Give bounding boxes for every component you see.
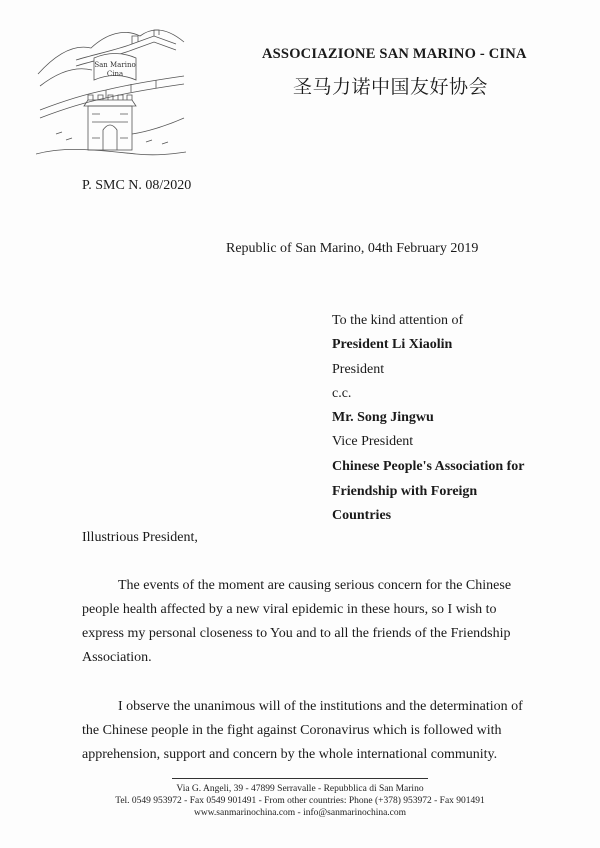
body-paragraph [82,695,540,767]
addressee-organization-line-2: Friendship with Foreign [332,484,478,499]
logo-text-top: San Marino [94,61,136,69]
logo-text-bottom: Cina [106,70,124,78]
paragraph-line: express my personal closeness to You and to all the friends of the Friendship [82,626,511,641]
paragraph-line: people health affected by a new viral epidemic in these hours, so I wish to [82,602,497,617]
paragraph-line: I observe the unanimous will of the institutions and the determination of [118,699,523,714]
organization-name-chinese: 圣马力诺中国友好协会 [293,76,489,98]
protocol-reference: P. SMC N. 08/2020 [82,178,192,193]
paragraph-line: The events of the moment are causing serious concern for the Chinese [118,578,512,593]
addressee-name: President Li Xiaolin [332,337,453,352]
great-wall-logo [36,14,186,162]
footer-web-email: www.sanmarinochina.com - info@sanmarinochina.com [193,808,407,818]
footer-divider [172,778,428,779]
cc-label: c.c. [332,386,352,401]
body-paragraph [82,574,540,670]
salutation: Illustrious President, [82,530,198,545]
addressee-title: President [332,362,385,377]
footer-address: Via G. Angeli, 39 - 47899 Serravalle - Repubblica di San Marino [176,784,424,794]
addressee-attention-line: To the kind attention of [332,313,464,328]
addressee-organization-line-3: Countries [332,508,392,523]
footer-phone-fax: Tel. 0549 953972 - Fax 0549 901491 - From other countries: Phone (+378) 953972 - Fax 901491 [115,796,485,806]
paragraph-line: Association. [82,650,152,665]
cc-name: Mr. Song Jingwu [332,410,434,425]
addressee-organization-line-1: Chinese People's Association for [332,459,525,474]
cc-title: Vice President [332,434,414,449]
paragraph-line: the Chinese people in the fight against Coronavirus which is followed with [82,723,502,738]
place-and-date: Republic of San Marino, 04th February 2019 [226,241,479,256]
paragraph-line: apprehension, support and concern by the whole international community. [82,747,498,762]
organization-name: ASSOCIAZIONE SAN MARINO - CINA [262,46,527,62]
